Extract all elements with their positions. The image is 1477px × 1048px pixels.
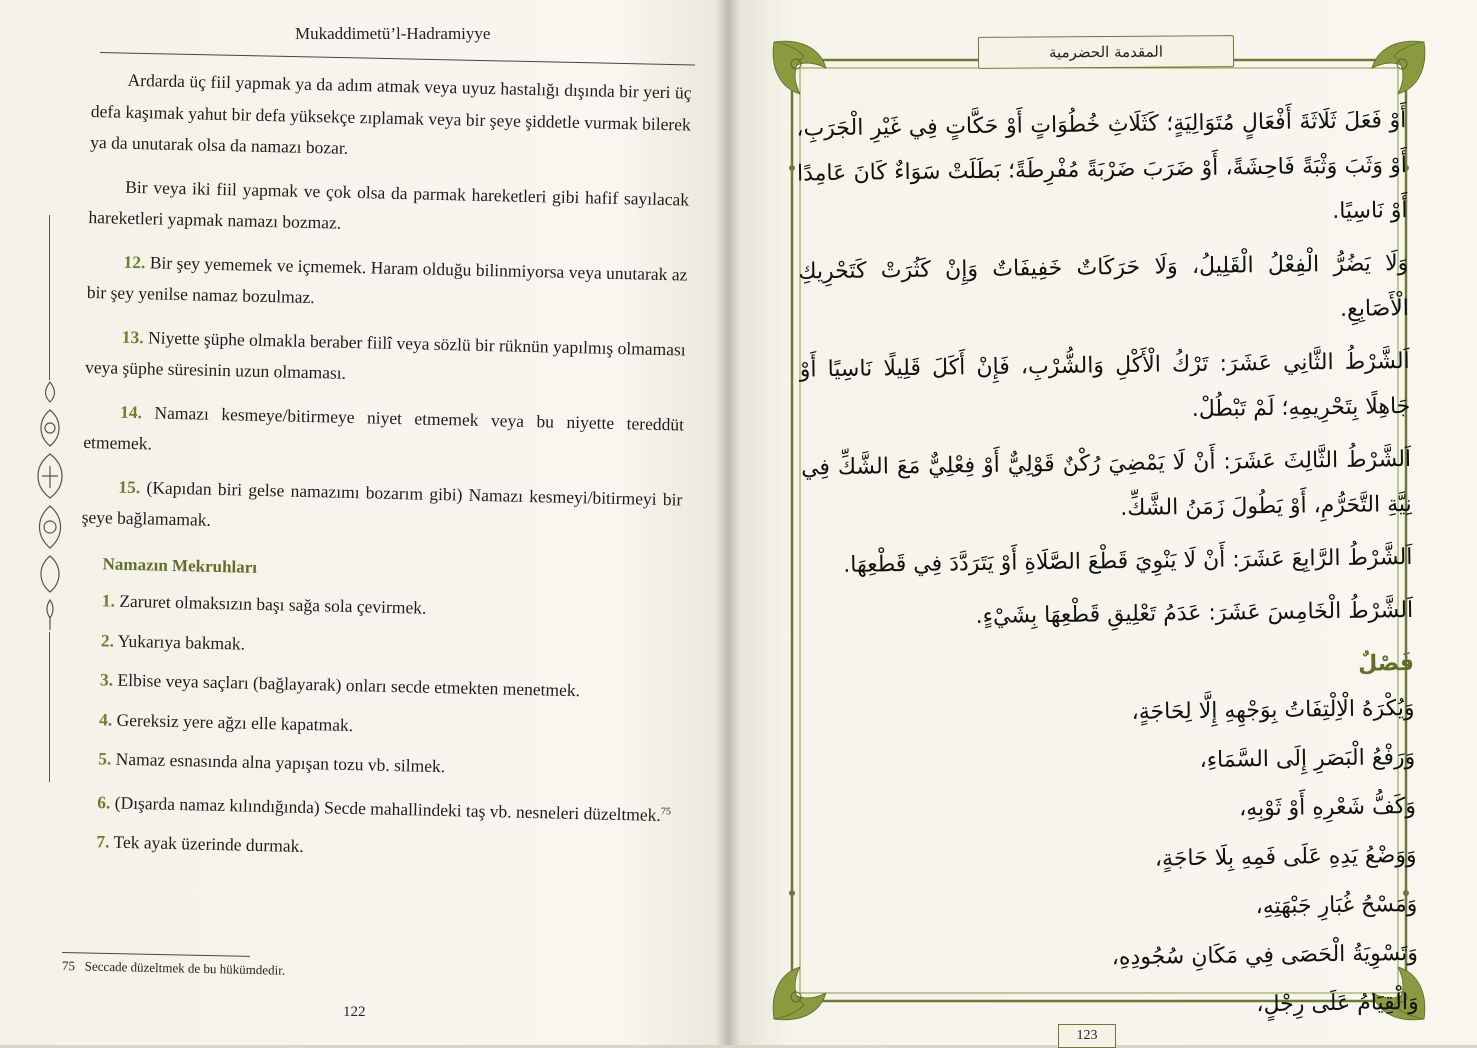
arabic-line-5: وَمَسْحُ غُبَارِ جَبْهَتِهِ، [1255,891,1418,920]
arabic-paragraph-3: اَلشَّرْطُ الثَّانِي عَشَرَ: تَرْكُ الْأَكْلِ وَالشُّرْبِ، فَإِنْ أَكَلَ قَلِيلًا نَاسِيًا أَوْ جَاهِلًا بِتَحْرِيمِهِ؛ لَمْ تَبْطُلْ. [799,348,1411,423]
makruh-item-5: 5. Namaz esnasında alna yapışan tozu vb. silmek. [98,748,446,777]
arabic-line-6: وَتَسْوِيَةُ الْحَصَى فِي مَكَانِ سُجُودِهِ، [1111,940,1419,971]
arabic-line-1: وَيُكْرَهُ الْاِلْتِفَاتُ بِوَجْهِهِ إِلَّا لِحَاجَةٍ، [1131,695,1415,725]
makruh-item-3: 3. Elbise veya saçları (bağlayarak) onları secde etmekten menetmek. [99,669,581,701]
arabic-line-2: وَرَفْعُ الْبَصَرِ إِلَى السَّمَاءِ، [1199,744,1416,773]
book-gutter [716,0,740,1045]
section-title: Namazın Mekruhları [102,553,258,577]
makruh-item-6: 6. (Dışarda namaz kılındığında) Secde mahallindeki taş vb. nesneleri düzeltmek.$^{75}$ [97,791,672,825]
makruh-item-7: 7. Tek ayak üzerinde durmak. [96,831,304,856]
makruh-item-1: 1. Zaruret olmaksızın başı sağa sola çevirmek. [101,590,427,618]
numbered-item-14: 14. Namazı kesmeye/bitirmeye niyet etmemek veya bu niyette tereddüt etmemek. [83,401,685,454]
margin-line-bottom [49,632,50,782]
footnote-ref: 75 [660,805,672,817]
makruh-item-4: 4. Gereksiz yere ağzı elle kapatmak. [98,708,354,735]
header-rule [100,52,695,65]
footnote-rule [62,952,250,957]
numbered-item-15: 15. (Kapıdan biri gelse namazımı bozarım gibi) Namazı kesmeyi/bitirmeyi bir şeye bağlamamak. [81,476,683,530]
makruh-item-2: 2. Yukarıya bakmak. [100,629,246,654]
arabic-paragraph-4: اَلشَّرْطُ الثَّالِثَ عَشَرَ: أَنْ لَا يَمْضِيَ رُكْنٌ قَوْلِيٌّ أَوْ فِعْلِيٌّ مَعَ الشَّكِّ فِي نِيَّةِ التَّحَرُّمِ، أَوْ يَطُولَ زَمَنُ الشَّكِّ. [800,446,1412,522]
running-head: Mukaddimetü’l-Hadramiyye [295,24,491,43]
footnote: 75 Seccade düzeltmek de bu hükümdedir. [61,958,286,978]
arabic-header: المقدمة الحضرمية [1048,42,1164,62]
floral-ornament-icon [24,380,76,630]
arabic-paragraph-2: وَلَا يَضُرُّ الْفِعْلُ الْقَلِيلُ، وَلَا حَرَكَاتٌ خَفِيفَاتٌ وَإِنْ كَثُرَتْ كَتَحْرِيكِ الْأَصَابِعِ. [798,250,1410,322]
arabic-paragraph-5: اَلشَّرْطُ الرَّابِعَ عَشَرَ: أَنْ لَا يَنْوِيَ قَطْعَ الصَّلَاةِ أَوْ يَتَرَدَّدَ فِي قَطْعِهَا. [843,544,1413,578]
paragraph-1: Ardarda üç fiil yapmak ya da adım atmak veya uyuz hastalığı dışında bir yeri üç defa kaşımak yahut bir defa yüksekçe zıplamak veya bir şeye şiddetle vurmak bilerek ya da unutarak olsa da namazı bozar. [90,69,692,158]
margin-line-top [49,215,50,380]
left-body-text [74,64,692,879]
arabic-line-4: وَوَضْعُ يَدِهِ عَلَى فَمِهِ بِلَا حَاجَةٍ، [1154,842,1417,872]
arabic-paragraph-1: أَوْ فَعَلَ ثَلَاثَةَ أَفْعَالٍ مُتَوَالِيَةٍ؛ كَثَلَاثِ خُطُوَاتٍ أَوْ حَكَّاتٍ فِي غَيْرِ الْجَرَبِ، أَوْ وَثَبَ وَثْبَةً فَاحِشَةً، أَوْ ضَرَبَ ضَرْبَةً مُفْرِطَةً؛ بَطَلَتْ سَوَاءٌ كَانَ عَامِدًا أَوْ نَاسِيًا. [796,107,1408,225]
paragraph-2: Bir veya iki fiil yapmak ve çok olsa da parmak hareketleri gibi hafif sayılacak hareketleri yapmak namazı bozmaz. [88,176,690,233]
arabic-body-text [796,98,1419,1037]
page-number-right: 123 [1058,1024,1116,1048]
numbered-item-12: 12. Bir şey yememek ve içmemek. Haram olduğu bilinmiyorsa veya unutarak az bir şey yenilse namaz bozulmaz. [86,251,688,308]
arabic-line-7: وَالْقِيَامُ عَلَى رِجْلٍ، [1256,989,1419,1018]
left-page [0,0,728,1045]
arabic-line-3: وَكَفُّ شَعْرِهِ أَوْ ثَوْبِهِ، [1238,793,1417,822]
numbered-item-13: 13. Niyette şüphe olmakla beraber fiilî veya sözlü bir rüknün yapılmış olmaması veya şüphe süresinin uzun olmaması. [84,326,686,383]
arabic-paragraph-6: اَلشَّرْطُ الْخَامِسَ عَشَرَ: عَدَمُ تَعْلِيقِ قَطْعِهَا بِشَيْءٍ. [975,597,1414,630]
page-number-left: 122 [343,1004,366,1020]
fasl-heading: فَصْلٌ [1357,650,1415,677]
arabic-header-box [978,35,1234,69]
